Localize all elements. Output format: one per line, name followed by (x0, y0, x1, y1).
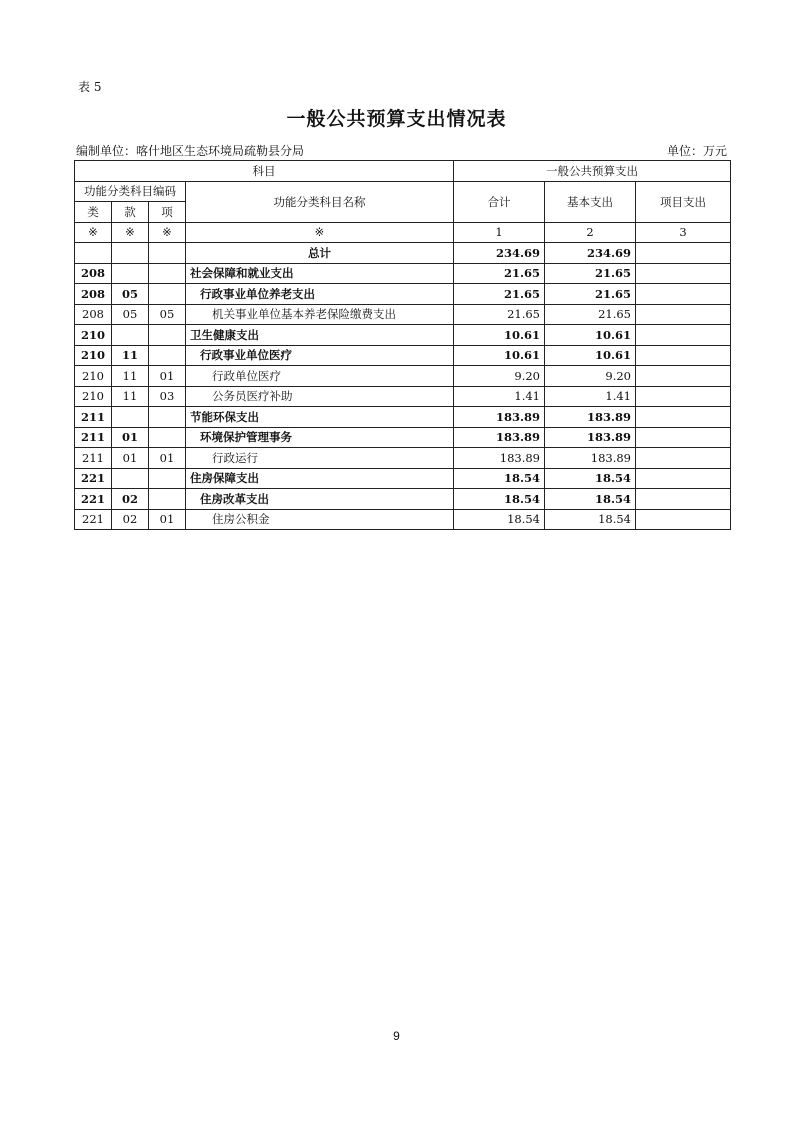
code-lei: 208 (75, 304, 112, 325)
amount-project (636, 509, 731, 530)
code-xiang: 03 (149, 386, 186, 407)
subject-name: 行政单位医疗 (186, 366, 454, 387)
subject-name: 行政事业单位养老支出 (186, 284, 454, 305)
subject-name: 住房公积金 (186, 509, 454, 530)
amount-project (636, 489, 731, 510)
amount-project (636, 427, 731, 448)
header-kuan: 款 (112, 202, 149, 223)
code-lei: 211 (75, 407, 112, 428)
code-xiang (149, 468, 186, 489)
code-lei: 208 (75, 263, 112, 284)
table-number: 表 5 (78, 80, 102, 94)
code-kuan (112, 263, 149, 284)
header-lei: 类 (75, 202, 112, 223)
code-kuan: 01 (112, 427, 149, 448)
amount-basic: 21.65 (545, 263, 636, 284)
code-xiang (149, 489, 186, 510)
amount-project (636, 366, 731, 387)
table-row (75, 489, 731, 510)
amount-basic: 18.54 (545, 468, 636, 489)
amount-total: 21.65 (454, 304, 545, 325)
code-lei: 221 (75, 468, 112, 489)
subject-name: 节能环保支出 (186, 407, 454, 428)
amount-total: 183.89 (454, 448, 545, 469)
header-basic: 基本支出 (545, 181, 636, 222)
header-general-budget: 一般公共预算支出 (454, 161, 731, 182)
amount-basic: 183.89 (545, 427, 636, 448)
code-lei: 221 (75, 489, 112, 510)
subject-name: 机关事业单位基本养老保险缴费支出 (186, 304, 454, 325)
amount-project (636, 325, 731, 346)
code-kuan: 11 (112, 386, 149, 407)
table-row (75, 284, 731, 305)
header-project: 项目支出 (636, 181, 731, 222)
subject-name: 公务员医疗补助 (186, 386, 454, 407)
amount-basic: 18.54 (545, 509, 636, 530)
code-lei: 211 (75, 448, 112, 469)
amount-basic: 9.20 (545, 366, 636, 387)
amount-project (636, 386, 731, 407)
total-row (75, 243, 731, 264)
header-func-name: 功能分类科目名称 (186, 181, 454, 222)
amount-total: 183.89 (454, 427, 545, 448)
page-number: 9 (393, 1029, 400, 1043)
total-basic: 234.69 (545, 243, 636, 264)
subject-name: 社会保障和就业支出 (186, 263, 454, 284)
code-lei: 210 (75, 325, 112, 346)
column-index-2: 2 (545, 222, 636, 243)
header-xiang: 项 (149, 202, 186, 223)
header-subject: 科目 (75, 161, 454, 182)
code-kuan: 05 (112, 304, 149, 325)
subject-name: 住房保障支出 (186, 468, 454, 489)
subject-name: 行政事业单位医疗 (186, 345, 454, 366)
amount-basic: 10.61 (545, 345, 636, 366)
total-amount: 234.69 (454, 243, 545, 264)
amount-basic: 18.54 (545, 489, 636, 510)
empty-cell (149, 243, 186, 264)
code-xiang: 01 (149, 509, 186, 530)
empty-cell (75, 243, 112, 264)
code-xiang (149, 325, 186, 346)
amount-total: 21.65 (454, 263, 545, 284)
code-kuan: 11 (112, 366, 149, 387)
total-project (636, 243, 731, 264)
amount-basic: 183.89 (545, 448, 636, 469)
amount-total: 1.41 (454, 386, 545, 407)
mark-cell: ※ (186, 222, 454, 243)
amount-total: 10.61 (454, 325, 545, 346)
amount-basic: 1.41 (545, 386, 636, 407)
table-row (75, 325, 731, 346)
code-lei: 210 (75, 366, 112, 387)
table-row (75, 407, 731, 428)
table-row (75, 263, 731, 284)
amount-basic: 21.65 (545, 284, 636, 305)
code-xiang: 05 (149, 304, 186, 325)
code-xiang (149, 263, 186, 284)
column-index-1: 1 (454, 222, 545, 243)
code-kuan: 01 (112, 448, 149, 469)
amount-total: 18.54 (454, 509, 545, 530)
compiling-unit: 编制单位：喀什地区生态环境局疏勒县分局 (76, 144, 305, 158)
subject-name: 环境保护管理事务 (186, 427, 454, 448)
code-kuan (112, 407, 149, 428)
amount-total: 183.89 (454, 407, 545, 428)
code-kuan: 02 (112, 489, 149, 510)
code-lei: 210 (75, 386, 112, 407)
budget-table (74, 160, 731, 530)
header-func-code: 功能分类科目编码 (75, 181, 186, 202)
amount-project (636, 468, 731, 489)
mark-cell: ※ (75, 222, 112, 243)
code-xiang (149, 427, 186, 448)
currency-unit: 单位：万元 (666, 144, 727, 158)
table-row (75, 304, 731, 325)
amount-project (636, 407, 731, 428)
code-kuan: 11 (112, 345, 149, 366)
amount-total: 18.54 (454, 468, 545, 489)
mark-cell: ※ (149, 222, 186, 243)
column-index-3: 3 (636, 222, 731, 243)
amount-total: 21.65 (454, 284, 545, 305)
code-xiang (149, 407, 186, 428)
subject-name: 行政运行 (186, 448, 454, 469)
code-xiang (149, 345, 186, 366)
table-row (75, 509, 731, 530)
code-lei: 208 (75, 284, 112, 305)
code-lei: 210 (75, 345, 112, 366)
table-row (75, 427, 731, 448)
amount-project (636, 345, 731, 366)
total-label: 总计 (186, 243, 454, 264)
amount-total: 9.20 (454, 366, 545, 387)
table-row (75, 468, 731, 489)
code-xiang (149, 284, 186, 305)
amount-basic: 21.65 (545, 304, 636, 325)
amount-project (636, 284, 731, 305)
table-row (75, 386, 731, 407)
amount-basic: 183.89 (545, 407, 636, 428)
code-xiang: 01 (149, 448, 186, 469)
subject-name: 住房改革支出 (186, 489, 454, 510)
code-kuan (112, 468, 149, 489)
amount-basic: 10.61 (545, 325, 636, 346)
page-title: 一般公共预算支出情况表 (286, 108, 507, 130)
subject-name: 卫生健康支出 (186, 325, 454, 346)
code-kuan (112, 325, 149, 346)
amount-total: 18.54 (454, 489, 545, 510)
code-lei: 211 (75, 427, 112, 448)
mark-cell: ※ (112, 222, 149, 243)
code-xiang: 01 (149, 366, 186, 387)
table-row (75, 345, 731, 366)
amount-project (636, 263, 731, 284)
header-total: 合计 (454, 181, 545, 222)
amount-project (636, 304, 731, 325)
code-kuan: 05 (112, 284, 149, 305)
amount-total: 10.61 (454, 345, 545, 366)
table-row (75, 448, 731, 469)
code-lei: 221 (75, 509, 112, 530)
table-row (75, 366, 731, 387)
empty-cell (112, 243, 149, 264)
code-kuan: 02 (112, 509, 149, 530)
amount-project (636, 448, 731, 469)
